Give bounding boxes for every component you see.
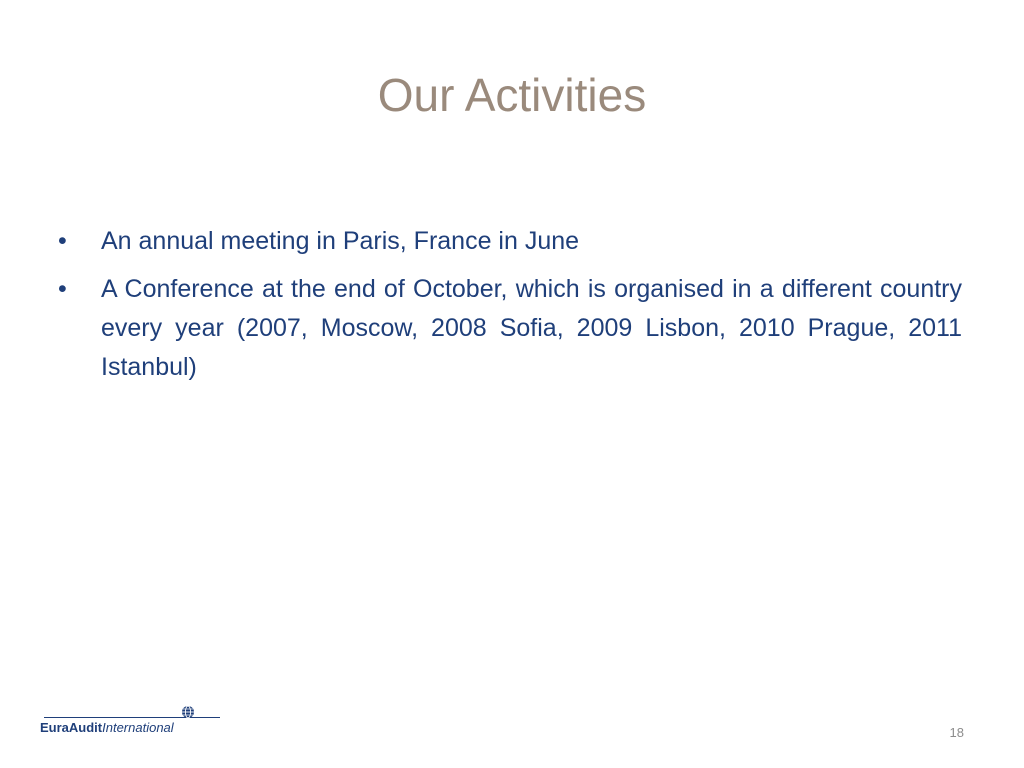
bullet-item — [55, 222, 962, 261]
slide-title: Our Activities — [377, 69, 647, 121]
bullet-item — [55, 270, 962, 387]
logo-name-part1: EuraAudit — [40, 720, 103, 735]
logo-name-part2: International — [102, 720, 174, 735]
bullet-text: A Conference at the end of October, which is organised in a different country every year (2007, Moscow, 2008 Sofia, 2009 Lisbon, 2010 Prague, 2011 Istanbul) — [101, 275, 962, 381]
globe-icon — [181, 705, 195, 719]
logo-wordmark — [40, 720, 174, 736]
bullet-icon: • — [58, 275, 67, 303]
bullet-list — [55, 222, 962, 396]
company-logo — [40, 704, 196, 738]
bullet-text: An annual meeting in Paris, France in June — [101, 227, 580, 255]
page-number: 18 — [949, 725, 964, 740]
bullet-icon: • — [58, 227, 67, 255]
